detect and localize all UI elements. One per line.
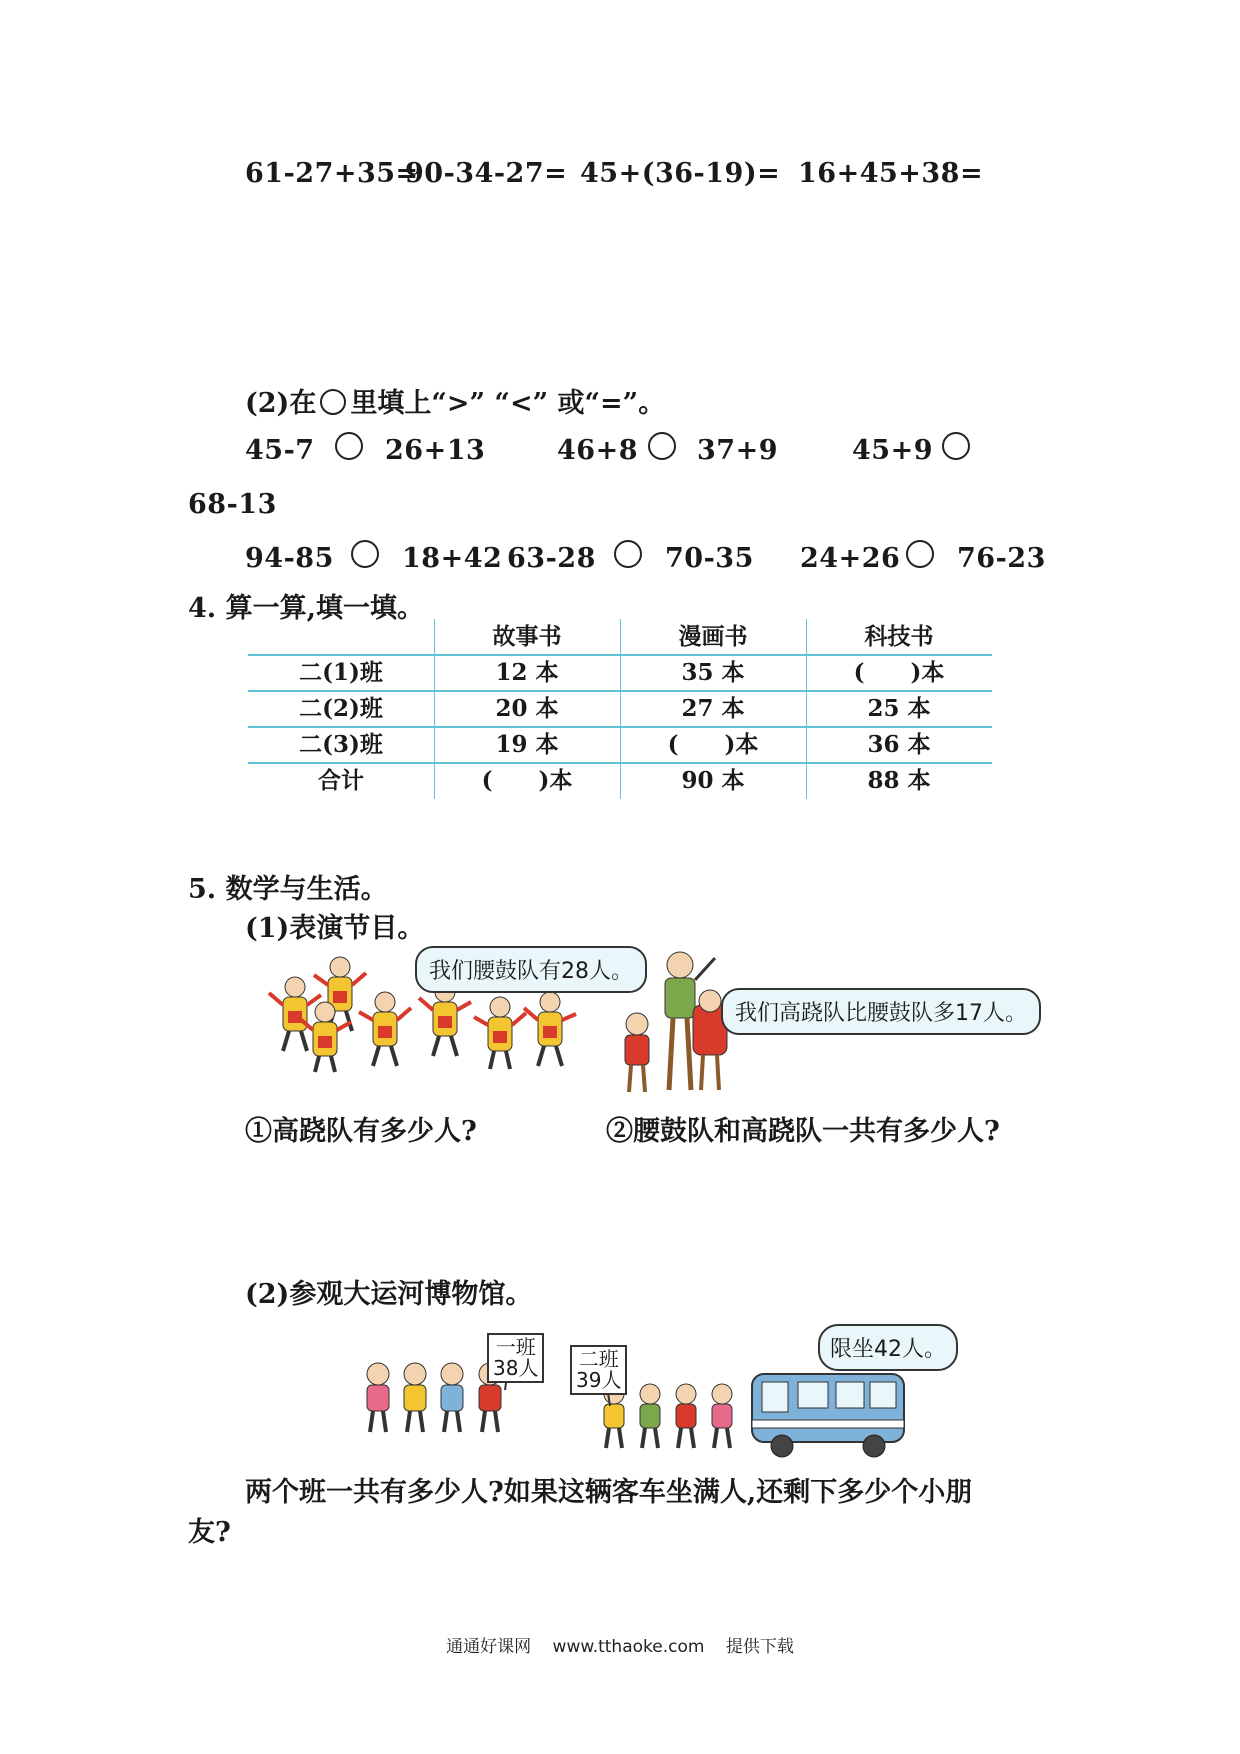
table-header-cell: 故事书	[492, 623, 562, 650]
table-cell: 25 本	[867, 695, 931, 722]
compare-right: 18+42	[402, 543, 503, 574]
table-row	[248, 727, 992, 763]
table-cell: 12 本	[495, 659, 559, 686]
q5-sub1-title: (1)表演节目。	[245, 913, 425, 944]
q5-sub2-question-line2: 友?	[188, 1517, 231, 1548]
table-cell: 20 本	[495, 695, 559, 722]
table-cell-blank[interactable]: ( )本	[853, 659, 945, 686]
class-one-label: 一班	[495, 1335, 536, 1359]
books-table	[248, 619, 992, 799]
q2-suffix: 里填上“>” “<” 或“=”。	[350, 388, 666, 419]
compare-left: 45-7	[245, 435, 315, 466]
circle-icon	[320, 389, 346, 415]
table-cell: 二(2)班	[299, 695, 383, 722]
compare-left: 45+9	[852, 435, 933, 466]
table-cell: 90 本	[681, 767, 745, 794]
compare-circle-blank[interactable]	[648, 432, 676, 460]
compare-right: 26+13	[385, 435, 486, 466]
bus-icon	[748, 1368, 910, 1460]
compare-right: 37+9	[697, 435, 778, 466]
equation-1: 61-27+35=	[245, 158, 419, 189]
table-cell: 合计	[318, 767, 364, 794]
q2-prefix: (2)在	[245, 388, 317, 419]
q5-sub2-question-line1: 两个班一共有多少人?如果这辆客车坐满人,还剩下多少个小朋	[245, 1477, 973, 1508]
class-one-count: 38人	[493, 1356, 539, 1380]
compare-circle-blank[interactable]	[351, 540, 379, 568]
table-header-row	[248, 619, 992, 655]
table-total-row	[248, 763, 992, 799]
equation-2: 90-34-27=	[405, 158, 568, 189]
compare-circle-blank[interactable]	[614, 540, 642, 568]
compare-left: 94-85	[245, 543, 334, 574]
class-two-label: 二班	[578, 1347, 619, 1371]
compare-left: 63-28	[507, 543, 596, 574]
speech-bubble-bus-capacity: 限坐42人。	[818, 1324, 958, 1371]
class-two-sign	[570, 1345, 627, 1395]
table-cell: 35 本	[681, 659, 745, 686]
q2-instruction	[245, 381, 665, 420]
table-header-cell	[248, 619, 434, 655]
compare-circle-blank[interactable]	[942, 432, 970, 460]
page-footer	[0, 1632, 1240, 1657]
compare-left: 24+26	[800, 543, 901, 574]
table-cell-blank[interactable]: ( )本	[667, 731, 759, 758]
speech-bubble-drum-team: 我们腰鼓队有28人。	[415, 946, 647, 993]
footer-url[interactable]: www.tthaoke.com	[552, 1637, 705, 1657]
table-header-cell: 科技书	[864, 623, 934, 650]
compare-right: 70-35	[665, 543, 754, 574]
table-cell: 88 本	[867, 767, 931, 794]
table-row	[248, 691, 992, 727]
compare-circle-blank[interactable]	[335, 432, 363, 460]
compare-circle-blank[interactable]	[906, 540, 934, 568]
class-one-sign	[487, 1333, 544, 1383]
class-two-count: 39人	[576, 1368, 622, 1392]
table-row	[248, 655, 992, 691]
table-header-cell: 漫画书	[678, 623, 748, 650]
table-cell: 二(1)班	[299, 659, 383, 686]
q5-sub2-title: (2)参观大运河博物馆。	[245, 1279, 533, 1310]
table-cell: 27 本	[681, 695, 745, 722]
compare-left: 46+8	[557, 435, 638, 466]
table-cell: 19 本	[495, 731, 559, 758]
compare-right: 68-13	[188, 489, 277, 520]
table-cell: 36 本	[867, 731, 931, 758]
footer-site-name: 通通好课网	[446, 1637, 532, 1657]
q5-question-2: ②腰鼓队和高跷队一共有多少人?	[606, 1116, 1000, 1147]
equation-3: 45+(36-19)=	[580, 158, 781, 189]
compare-right: 76-23	[957, 543, 1046, 574]
table-cell-blank[interactable]: ( )本	[481, 767, 573, 794]
speech-bubble-stilt-team: 我们高跷队比腰鼓队多17人。	[721, 988, 1041, 1035]
footer-note: 提供下载	[725, 1637, 794, 1657]
q5-question-1: ①高跷队有多少人?	[245, 1116, 477, 1147]
equation-4: 16+45+38=	[798, 158, 984, 189]
q5-title: 5. 数学与生活。	[188, 874, 388, 905]
stilt-walkers-illustration	[615, 950, 735, 1095]
table-cell: 二(3)班	[299, 731, 383, 758]
q4-title: 4. 算一算,填一填。	[188, 593, 424, 624]
